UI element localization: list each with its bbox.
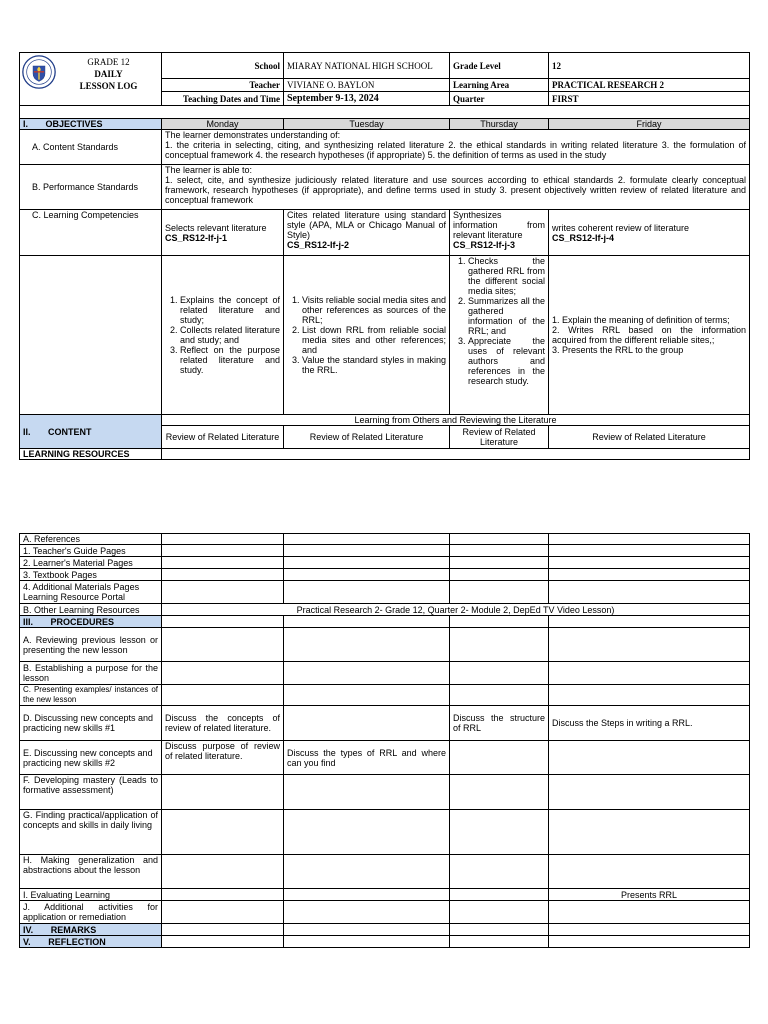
procedure-a-label: A. Reviewing previous lesson or presenting the new lesson: [20, 628, 162, 662]
content-standards-detail: 1. the criteria in selecting, citing, and synthesizing related literature 2. the ethical standards in writing related literature 3. the formulation of conceptual framework 4. the research hypotheses (if appropriate) 5. the definition of terms as used in the study: [165, 140, 746, 160]
school-value: MIARAY NATIONAL HIGH SCHOOL: [284, 53, 450, 79]
header-title-line-3: LESSON LOG: [79, 81, 138, 91]
procedure-e-label: E. Discussing new concepts and practicing new skills #2: [20, 741, 162, 775]
performance-standards-detail: 1. select, cite, and synthesize judiciously related literature and use sources according to ethical standards 2. formulate clearly conceptual framework, research hypotheses (if appropriate), and define terms used in study 3. present objectively written review of related literature and conceptual framework: [165, 175, 746, 205]
content-tuesday: Review of Related Literature: [284, 426, 450, 449]
list-item: 2. Writes RRL based on the information acquired from the different reliable sites,;: [552, 325, 746, 345]
header-title-line-1: GRADE 12: [87, 57, 130, 67]
procedure-j-label: J. Additional activities for application or remediation: [20, 901, 162, 924]
additional-materials-label: 4. Additional Materials Pages Learning Resource Portal: [20, 581, 162, 604]
grade-level-value: 12: [549, 53, 750, 79]
day-header-monday: Monday: [162, 119, 284, 130]
objectives-thursday: [450, 256, 549, 415]
procedure-e-tuesday: Discuss the types of RRL and where can you find: [284, 741, 450, 775]
list-item: 3. Value the standard styles in making the RRL.: [302, 355, 446, 375]
day-header-tuesday: Tuesday: [284, 119, 450, 130]
procedure-f-label: F. Developing mastery (Leads to formative assessment): [20, 775, 162, 810]
procedure-d-label: D. Discussing new concepts and practicing new skills #1: [20, 706, 162, 741]
procedure-d-friday: Discuss the Steps in writing a RRL.: [549, 706, 750, 741]
deped-seal-icon: [22, 55, 56, 89]
header-title-line-2: DAILY: [94, 69, 123, 79]
objectives-tuesday: [284, 256, 450, 415]
competency-monday: Selects relevant literature CS_RS12-If-j-1: [162, 210, 284, 256]
teacher-value: VIVIANE O. BAYLON: [284, 79, 450, 92]
procedure-b-label: B. Establishing a purpose for the lesson: [20, 662, 162, 685]
competency-thursday: Synthesizes information from relevant literature CS_RS12-If-j-3: [450, 210, 549, 256]
objectives-friday: [549, 256, 750, 415]
performance-standards-intro: The learner is able to:: [165, 165, 253, 175]
list-item: 3. Presents the RRL to the group: [552, 345, 684, 355]
remarks-section-header: IV. REMARKS: [20, 924, 162, 936]
performance-standards-cell: [162, 165, 750, 210]
daily-objectives-label-cell: [20, 256, 162, 415]
list-item: 2. List down RRL from reliable social media sites and other references; and: [302, 325, 446, 355]
objectives-section-header: I. OBJECTIVES: [20, 119, 162, 130]
list-item: 3. Appreciate the uses of relevant authors and references in the research study.: [468, 336, 545, 386]
procedures-section-header: III. PROCEDURES: [20, 616, 162, 628]
dates-value: September 9-13, 2024: [284, 92, 450, 106]
learning-area-label: Learning Area: [450, 79, 549, 92]
quarter-label: Quarter: [450, 92, 549, 106]
procedure-g-label: G. Finding practical/application of concepts and skills in daily living: [20, 810, 162, 855]
procedure-i-friday: Presents RRL: [549, 889, 750, 901]
competencies-label: C. Learning Competencies: [20, 210, 162, 256]
lesson-log-table-bottom: [19, 533, 750, 948]
other-resources-label: B. Other Learning Resources: [20, 604, 162, 616]
learning-resources-cell: [162, 449, 750, 460]
competency-tuesday: Cites related literature using standard style (APA, MLA or Chicago Manual of Style) CS_RS12-If-j-2: [284, 210, 450, 256]
references-label: A. References: [20, 534, 162, 545]
learners-material-label: 2. Learner's Material Pages: [20, 557, 162, 569]
content-monday: Review of Related Literature: [162, 426, 284, 449]
list-item: 2. Summarizes all the gathered information of the RRL; and: [468, 296, 545, 336]
school-label: School: [162, 53, 284, 79]
procedure-c-label: C. Presenting examples/ instances of the new lesson: [20, 685, 162, 706]
content-standards-intro: The learner demonstrates understanding of:: [165, 130, 341, 140]
content-standards-cell: [162, 130, 750, 165]
objectives-monday: [162, 256, 284, 415]
procedure-d-monday: Discuss the concepts of review of related literature.: [162, 706, 284, 741]
lesson-log-table-top: [19, 52, 750, 460]
teachers-guide-label: 1. Teacher's Guide Pages: [20, 545, 162, 557]
list-item: 1. Explains the concept of related literature and study;: [180, 295, 280, 325]
content-banner: Learning from Others and Reviewing the Literature: [162, 415, 750, 426]
list-item: 1. Explain the meaning of definition of terms;: [552, 315, 730, 325]
procedure-h-label: H. Making generalization and abstractions about the lesson: [20, 855, 162, 889]
learning-area-value: PRACTICAL RESEARCH 2: [549, 79, 750, 92]
list-item: 2. Collects related literature and study; and: [180, 325, 280, 345]
list-item: 3. Reflect on the purpose related literature and study.: [180, 345, 280, 375]
reflection-section-header: V. REFLECTION: [20, 936, 162, 948]
procedure-i-label: I. Evaluating Learning: [20, 889, 162, 901]
procedure-d-thursday: Discuss the structure of RRL: [450, 706, 549, 741]
quarter-value: FIRST: [549, 92, 750, 106]
other-resources-value: Practical Research 2- Grade 12, Quarter 2- Module 2, DepEd TV Video Lesson): [162, 604, 750, 616]
teacher-label: Teacher: [162, 79, 284, 92]
day-header-friday: Friday: [549, 119, 750, 130]
grade-level-label: Grade Level: [450, 53, 549, 79]
content-friday: Review of Related Literature: [549, 426, 750, 449]
competency-friday: writes coherent review of literature CS_RS12-If-j-4: [549, 210, 750, 256]
textbook-label: 3. Textbook Pages: [20, 569, 162, 581]
header-logo-cell: [20, 53, 162, 106]
performance-standards-label: B. Performance Standards: [20, 165, 162, 210]
spacer-row: [20, 106, 750, 119]
content-thursday: Review of Related Literature: [450, 426, 549, 449]
dates-label: Teaching Dates and Time: [162, 92, 284, 106]
content-section-header: II. CONTENT: [20, 415, 162, 449]
learning-resources-label: LEARNING RESOURCES: [20, 449, 162, 460]
content-standards-label: A. Content Standards: [20, 130, 162, 165]
list-item: 1. Visits reliable social media sites and other references as sources of the RRL;: [302, 295, 446, 325]
list-item: 1. Checks the gathered RRL from the different social media sites;: [468, 256, 545, 296]
procedure-e-monday: Discuss purpose of review of related literature.: [162, 741, 284, 775]
day-header-thursday: Thursday: [450, 119, 549, 130]
